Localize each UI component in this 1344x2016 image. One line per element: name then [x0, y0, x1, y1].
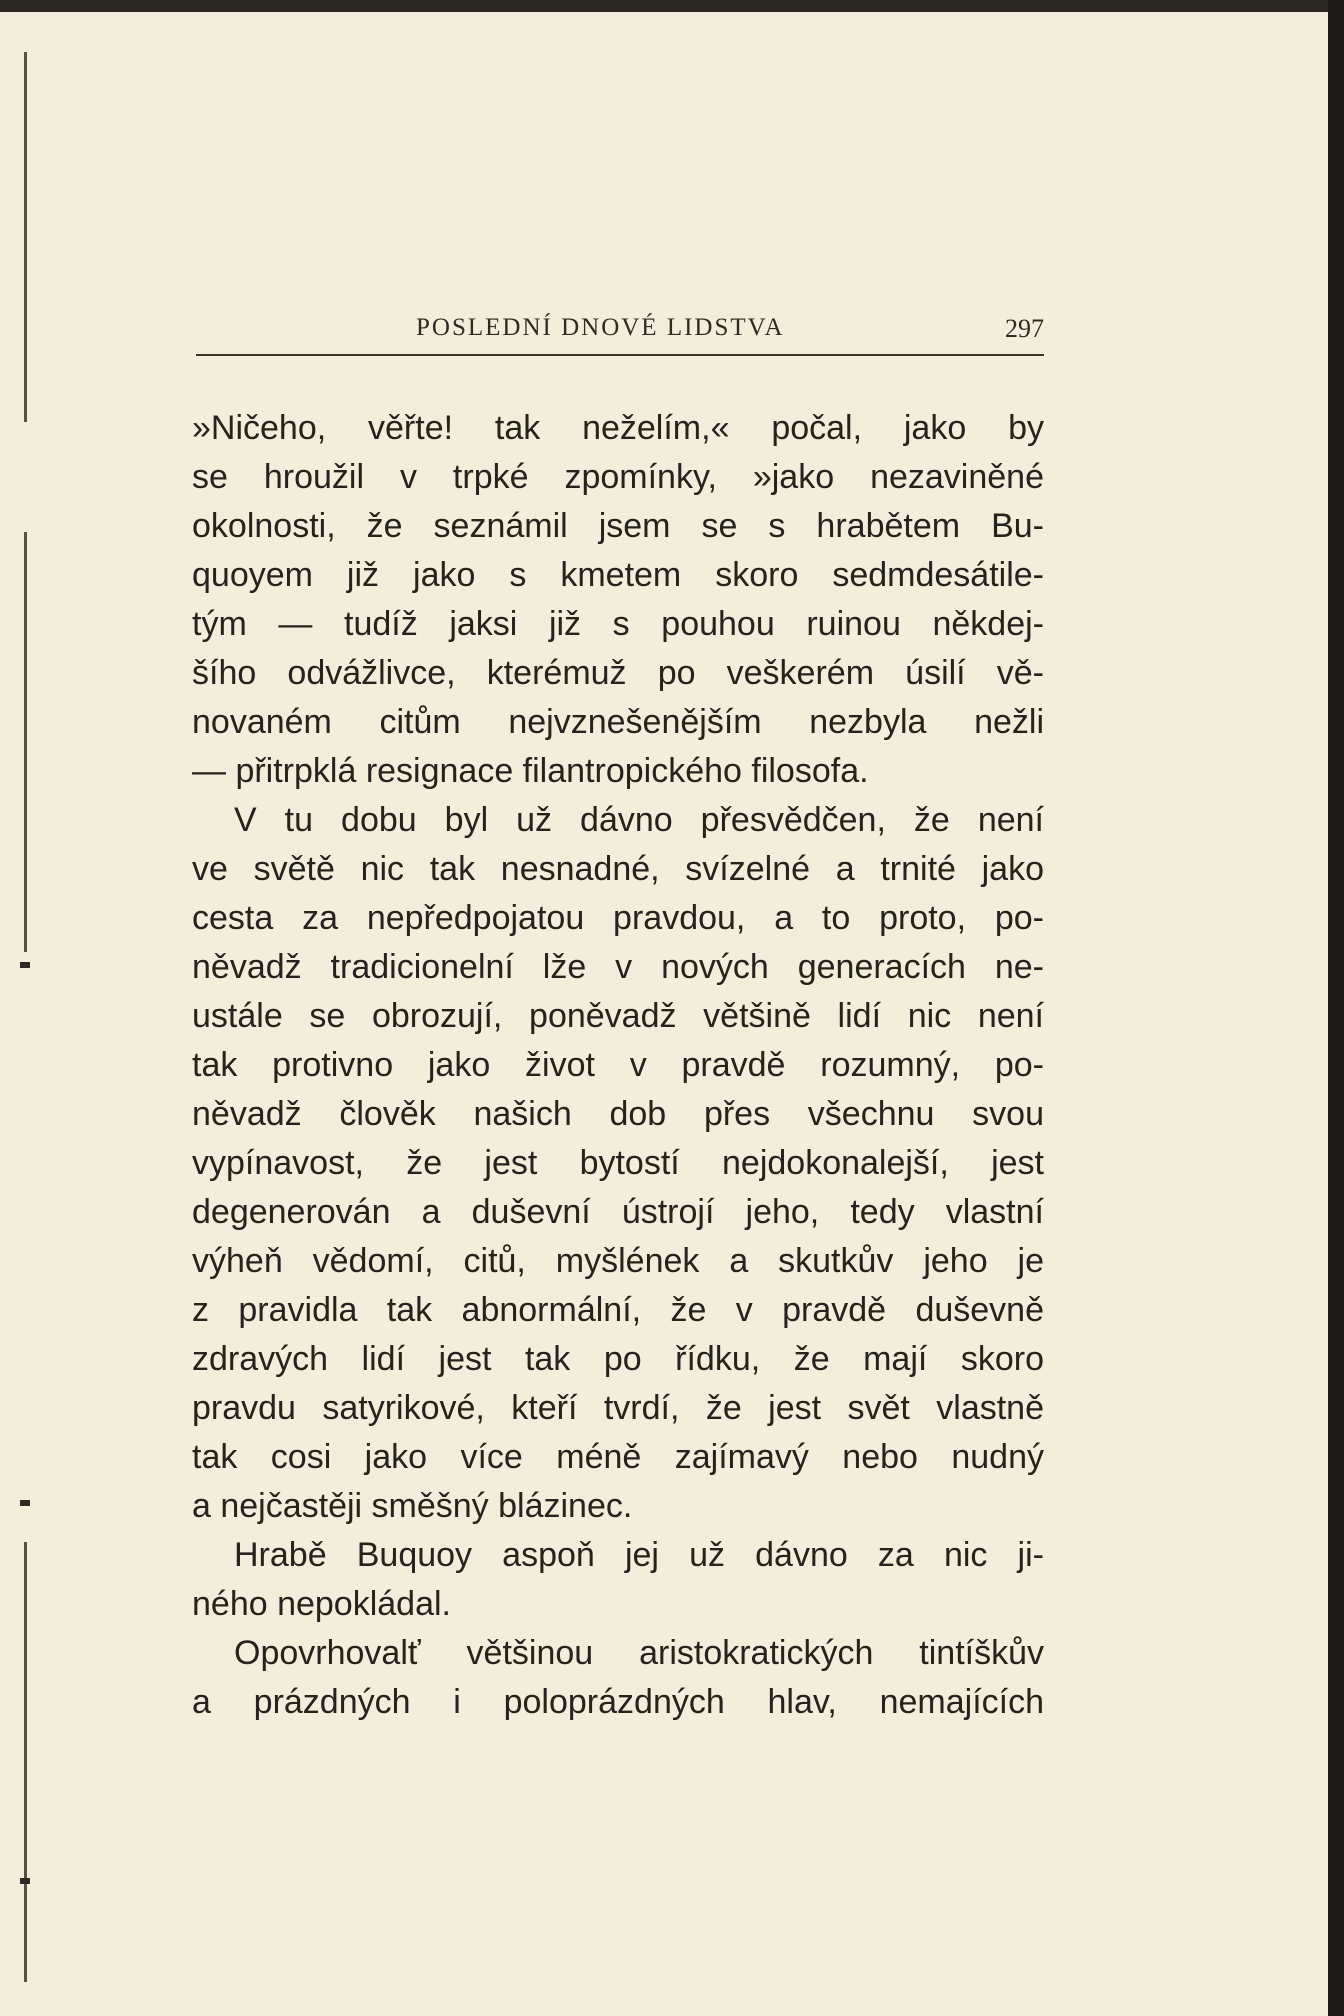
- text-line: a prázdných i poloprázdných hlav, nemajících: [192, 1683, 1044, 1721]
- header-rule: [196, 354, 1044, 356]
- text-line: zdravých lidí jest tak po řídku, že mají skoro: [192, 1340, 1044, 1378]
- text-line: »Ničeho, věřte! tak neželím,« počal, jako by: [192, 409, 1044, 447]
- gutter-shadow: [24, 1542, 27, 1982]
- text-line: z pravidla tak abnormální, že v pravdě duševně: [192, 1291, 1044, 1329]
- text-line: okolnosti, že seznámil jsem se s hrabětem Bu-: [192, 507, 1044, 545]
- text-line: něvadž tradicionelní lže v nových generacích ne-: [192, 948, 1044, 986]
- text-line: Hrabě Buquoy aspoň jej už dávno za nic ji-: [234, 1536, 1044, 1574]
- text-line: degenerován a duševní ústrojí jeho, tedy vlastní: [192, 1193, 1044, 1231]
- text-line: tak protivno jako život v pravdě rozumný, po-: [192, 1046, 1044, 1084]
- text-line: ve světě nic tak nesnadné, svízelné a trnité jako: [192, 850, 1044, 888]
- text-line: šího odvážlivce, kterémuž po veškerém úsilí vě-: [192, 654, 1044, 692]
- text-line: pravdu satyrikové, kteří tvrdí, že jest svět vlastně: [192, 1389, 1044, 1427]
- gutter-mark: [20, 1500, 30, 1506]
- gutter-mark: [20, 1878, 30, 1884]
- page-top-edge: [0, 0, 1344, 12]
- page-number: 297: [1005, 314, 1044, 343]
- text-line: se hroužil v trpké zpomínky, »jako nezaviněné: [192, 458, 1044, 496]
- text-line: novaném citům nejvznešenějším nezbyla nežli: [192, 703, 1044, 741]
- gutter-shadow: [24, 532, 27, 952]
- page-header: [196, 308, 1044, 348]
- text-line: a nejčastěji směšný blázinec.: [192, 1487, 633, 1525]
- text-line: tak cosi jako více méně zajímavý nebo nudný: [192, 1438, 1044, 1476]
- text-line: V tu dobu byl už dávno přesvědčen, že není: [234, 801, 1044, 839]
- text-line: quoyem již jako s kmetem skoro sedmdesátile-: [192, 556, 1044, 594]
- page-right-edge: [1328, 0, 1344, 2016]
- running-head: POSLEDNÍ DNOVÉ LIDSTVA: [416, 314, 785, 341]
- text-line: cesta za nepředpojatou pravdou, a to proto, po-: [192, 899, 1044, 937]
- body-text: [192, 404, 1044, 1727]
- text-line: výheň vědomí, citů, myšlének a skutkův jeho je: [192, 1242, 1044, 1280]
- text-line: vypínavost, že jest bytostí nejdokonalejší, jest: [192, 1144, 1044, 1182]
- text-line: Opovrhovalť většinou aristokratických tintíškův: [234, 1634, 1044, 1672]
- text-line: — přitrpklá resignace filantropického filosofa.: [192, 752, 869, 790]
- text-line: ného nepokládal.: [192, 1585, 452, 1623]
- text-line: něvadž člověk našich dob přes všechnu svou: [192, 1095, 1044, 1133]
- text-line: ustále se obrozují, poněvadž většině lidí nic není: [192, 997, 1044, 1035]
- text-line: tým — tudíž jaksi již s pouhou ruinou někdej-: [192, 605, 1044, 643]
- gutter-shadow: [24, 52, 27, 422]
- gutter-mark: [20, 962, 30, 968]
